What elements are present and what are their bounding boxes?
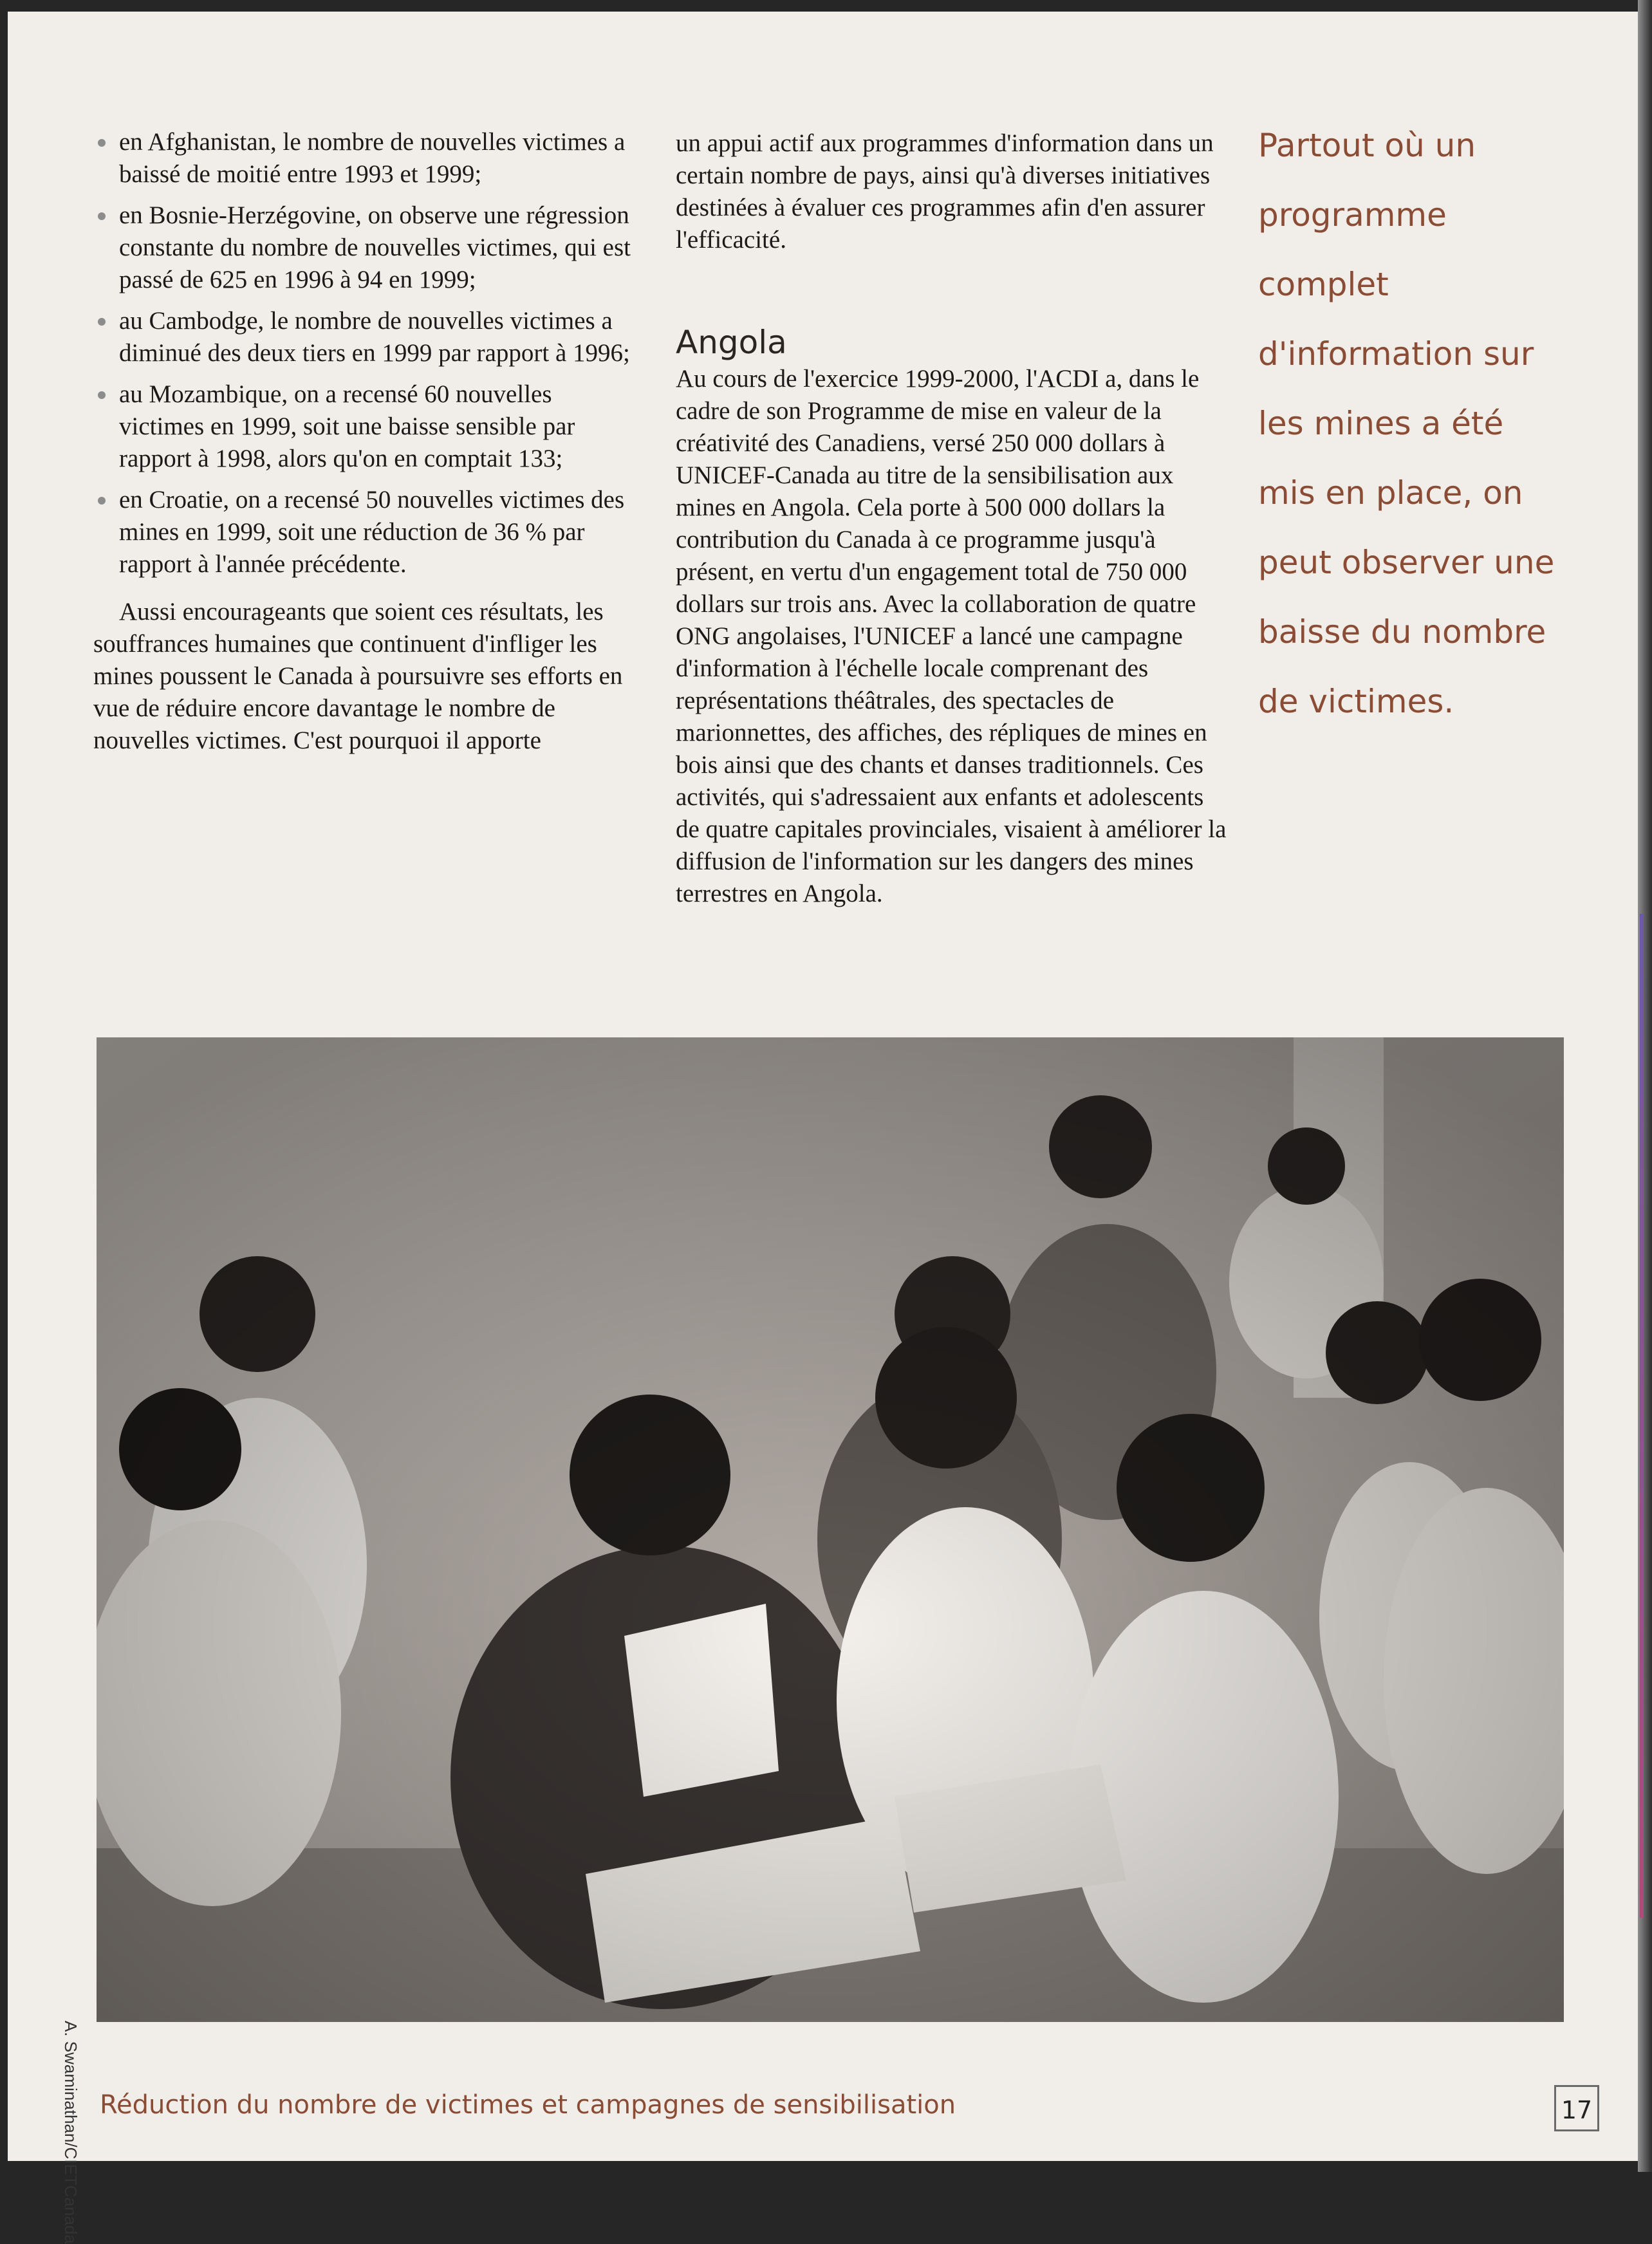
bullet-icon [98, 318, 106, 326]
bullet-item: en Croatie, on a recensé 50 nouvelles victimes des mines en 1999, soit une réduction de 36 % par rapport à l'année précédente. [93, 484, 631, 580]
classroom-photo [97, 1037, 1564, 2022]
bullet-item: au Cambodge, le nombre de nouvelles victimes a diminué des deux tiers en 1999 par rapport à 1996; [93, 305, 631, 369]
pull-quote: Partout où un programme complet d'information sur les mines a été mis en place, on peut observer une baisse du nombre de victimes. [1258, 127, 1555, 720]
bullet-icon [98, 497, 106, 505]
page-number: 17 [1554, 2085, 1599, 2131]
footer-title: Réduction du nombre de victimes et campagnes de sensibilisation [100, 2090, 956, 2120]
bullet-item: au Mozambique, on a recensé 60 nouvelles victimes en 1999, soit une baisse sensible par rapport à 1998, alors qu'on en comptait 133; [93, 378, 631, 475]
bullet-item: en Bosnie-Herzégovine, on observe une régression constante du nombre de nouvelles victimes, qui est passé de 625 en 1996 à 94 en 1999; [93, 199, 631, 296]
right-column [676, 127, 1229, 910]
page-edge-accent [1640, 914, 1644, 1918]
bullet-icon [98, 139, 106, 147]
left-column [93, 126, 631, 757]
bullet-item: en Afghanistan, le nombre de nouvelles victimes a baissé de moitié entre 1993 et 1999; [93, 126, 631, 190]
photo-credit: A. Swaminathan/CIETCanada [61, 2021, 80, 2244]
bullet-icon [98, 212, 106, 220]
body-paragraph: Aussi encourageants que soient ces résultats, les souffrances humaines que continuent d'infliger les mines poussent le Canada à poursuivre ses efforts en vue de réduire encore davantage le nombre de nouvelles victimes. C'est pourquoi il apporte [93, 598, 623, 754]
angola-paragraph: Au cours de l'exercice 1999-2000, l'ACDI a, dans le cadre de son Programme de mise en valeur de la créativité des Canadiens, versé 250 000 dollars à UNICEF-Canada au titre de la sensibilisation aux mines en Angola. Cela porte à 500 000 dollars la contribution du Canada à ce programme jusqu'à présent, en vertu d'un engagement total de 750 000 dollars sur trois ans. Avec la collaboration de quatre ONG angolaises, l'UNICEF a lancé une campagne d'information à l'échelle locale comprenant des représentations théâtrales, des spectacles de marionnettes, des affiches, des répliques de mines en bois ainsi que des chants et danses traditionnels. Ces activités, qui s'adressaient aux enfants et adolescents de quatre capitales provinciales, visaient à améliorer la diffusion de l'information sur les dangers des mines terrestres en Angola. [676, 365, 1227, 907]
bullet-icon [98, 391, 106, 399]
victims-bullet-list [93, 126, 631, 580]
continued-paragraph: un appui actif aux programmes d'information dans un certain nombre de pays, ainsi qu'à diverses initiatives destinées à évaluer ces programmes afin d'en assurer l'efficacité. [676, 129, 1214, 254]
section-heading-angola: Angola [676, 324, 787, 361]
